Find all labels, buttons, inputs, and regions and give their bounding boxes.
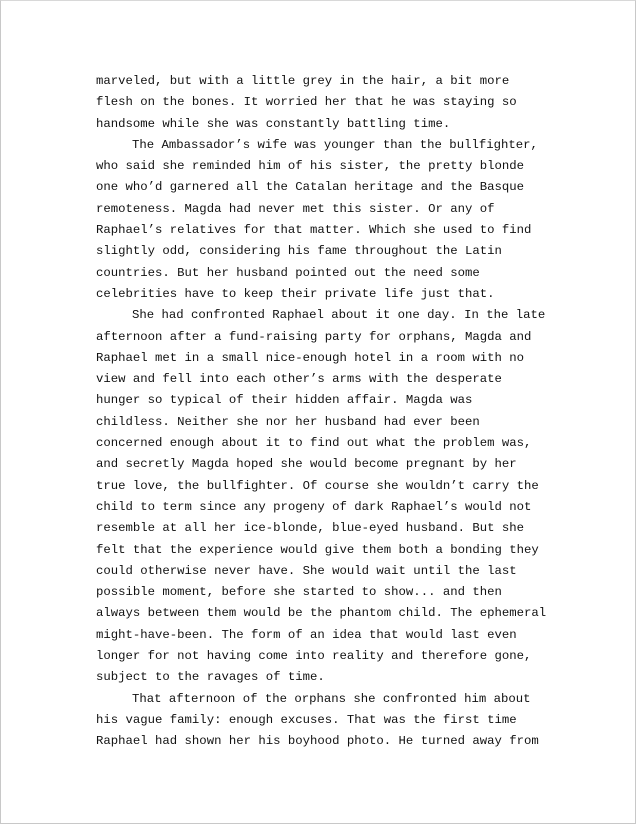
text-line: celebrities have to keep their private life just that. xyxy=(96,286,495,301)
text-line: always between them would be the phantom child. The ephemeral xyxy=(96,606,547,621)
text-line: The Ambassador’s wife was younger than the bullfighter, xyxy=(132,137,538,152)
text-line: concerned enough about it to find out what the problem was, xyxy=(96,436,532,451)
text-line: afternoon after a fund-raising party for orphans, Magda and xyxy=(96,329,532,344)
text-line: Raphael had shown her his boyhood photo. He turned away from xyxy=(96,734,539,749)
text-line: Raphael’s relatives for that matter. Which she used to find xyxy=(96,223,532,238)
text-line: possible moment, before she started to show... and then xyxy=(96,585,502,600)
text-line: longer for not having come into reality and therefore gone, xyxy=(96,649,532,664)
text-line: flesh on the bones. It worried her that he was staying so xyxy=(96,95,517,110)
text-line: and secretly Magda hoped she would become pregnant by her xyxy=(96,457,517,472)
text-line: childless. Neither she nor her husband had ever been xyxy=(96,414,480,429)
text-line: marveled, but with a little grey in the hair, a bit more xyxy=(96,74,510,88)
text-line: subject to the ravages of time. xyxy=(96,670,325,685)
text-line: hunger so typical of their hidden affair. Magda was xyxy=(96,393,473,408)
text-line: She had confronted Raphael about it one day. In the late xyxy=(132,308,546,323)
text-line: child to term since any progeny of dark Raphael’s would not xyxy=(96,499,532,514)
text-line: view and fell into each other’s arms with the desperate xyxy=(96,372,502,387)
text-line: That afternoon of the orphans she confronted him about xyxy=(132,691,531,706)
text-line: could otherwise never have. She would wait until the last xyxy=(96,563,517,578)
text-line: remoteness. Magda had never met this sister. Or any of xyxy=(96,201,495,216)
text-line: handsome while she was constantly battling time. xyxy=(96,116,451,131)
text-line: might-have-been. The form of an idea that would last even xyxy=(96,627,517,642)
manuscript-text xyxy=(96,71,566,753)
text-line: his vague family: enough excuses. That was the first time xyxy=(96,712,517,727)
text-line: countries. But her husband pointed out the need some xyxy=(96,265,480,280)
text-line: Raphael met in a small nice-enough hotel in a room with no xyxy=(96,350,525,365)
text-line: slightly odd, considering his fame throughout the Latin xyxy=(96,244,502,259)
text-line: one who’d garnered all the Catalan heritage and the Basque xyxy=(96,180,525,195)
text-line: who said she reminded him of his sister, the pretty blonde xyxy=(96,159,525,174)
text-line: resemble at all her ice-blonde, blue-eyed husband. But she xyxy=(96,521,525,536)
text-line: felt that the experience would give them both a bonding they xyxy=(96,542,539,557)
text-line: true love, the bullfighter. Of course she wouldn’t carry the xyxy=(96,478,539,493)
